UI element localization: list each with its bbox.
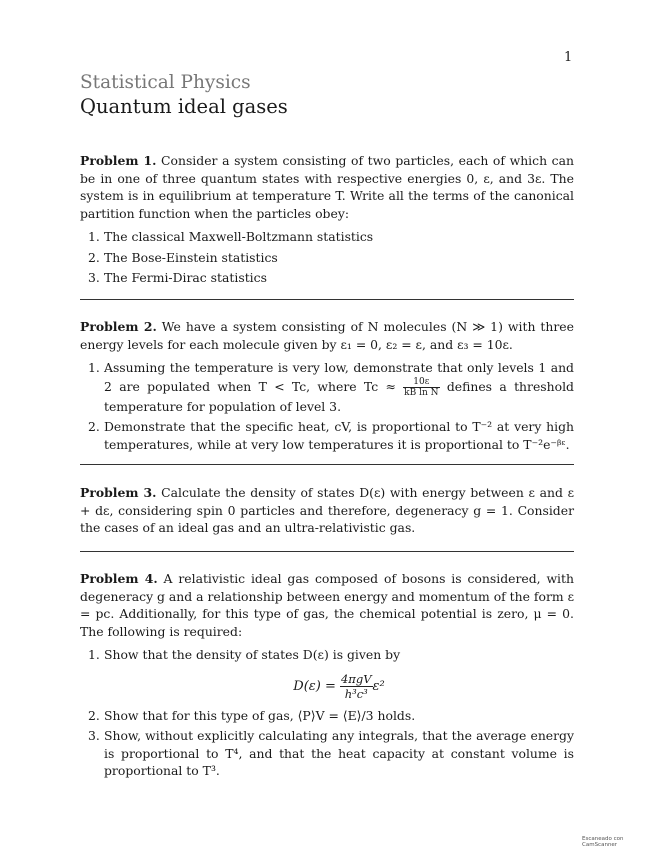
problem-4-text: A relativistic ideal gas composed of bosons is considered, with degeneracy g and a relationship between energy and momentum of the form ε = pc. Additionally, for this type of gas, the chemical potential is zero, μ = 0. The following is required: — [80, 571, 574, 639]
list-item-text: Show that for this type of gas, ⟨P⟩V = ⟨E⟩/3 holds. — [104, 707, 416, 723]
problem-1 — [80, 152, 574, 290]
list-number: 1. — [88, 360, 100, 375]
divider — [80, 464, 574, 465]
list-item-text: Assuming the temperature is very low, demonstrate that only levels 1 and 2 are populated when T < Tc, where Tc ≈ — [104, 360, 574, 394]
fraction-denominator: h³c³ — [344, 686, 368, 701]
problem-4-label: Problem 4. — [80, 571, 158, 586]
problem-3-label: Problem 3. — [80, 485, 157, 500]
equation-fraction — [340, 672, 373, 701]
list-item-text: Show, without explicitly calculating any integrals, that the average energy is proportional to T⁴, and that the heat capacity at constant volume is proportional to T³. — [104, 728, 574, 778]
problem-2-list — [80, 359, 574, 453]
problem-1-text: Consider a system consisting of two particles, each of which can be in one of three quantum states with respective energies 0, ε, and 3ε. The system is in equilibrium at temperature T. Write all the terms of the canonical partition function when the particles obey: — [80, 153, 574, 221]
problem-4-statement — [80, 570, 574, 640]
divider — [80, 299, 574, 300]
fraction-denominator: kB ln N — [404, 387, 439, 398]
problem-3-text: Calculate the density of states D(ε) with energy between ε and ε + dε, considering spin 0 particles and therefore, degeneracy g = 1. Consider the cases of an ideal gas and an ultra-relativistic gas. — [80, 485, 574, 535]
list-item-text: Show that the density of states D(ε) is given by — [104, 647, 401, 662]
list-item-text: The classical Maxwell-Boltzmann statistics — [104, 229, 374, 244]
list-item — [80, 269, 574, 287]
fraction-numerator: 4πgV — [340, 671, 372, 686]
problem-2-label: Problem 2. — [80, 319, 157, 334]
problem-2-statement — [80, 318, 574, 353]
course-heading: Statistical Physics — [80, 72, 251, 93]
problem-1-statement — [80, 152, 574, 222]
fraction-numerator: 10ε — [403, 377, 439, 388]
problem-2 — [80, 318, 574, 456]
density-of-states-equation — [104, 672, 574, 701]
equation-lhs: D(ε) = — [293, 678, 336, 694]
problem-2-text: We have a system consisting of N molecules (N ≫ 1) with three energy levels for each molecule given by ε₁ = 0, ε₂ = ε, and ε₃ = 10ε. — [80, 319, 574, 352]
list-item-text: defines a threshold temperature for population of level 3. — [104, 378, 574, 414]
page-title: Quantum ideal gases — [80, 95, 288, 118]
problem-1-list — [80, 228, 574, 287]
scanner-watermark: Escaneado con CamScanner — [582, 836, 624, 848]
list-item-text: The Bose-Einstein statistics — [104, 249, 278, 265]
list-item-text: Demonstrate that the specific heat, cV, is proportional to T⁻² at very high temperatures, while at very low temperatures it is proportional to T⁻²e⁻ᵝᵋ. — [104, 419, 574, 452]
list-item — [80, 249, 574, 267]
problem-4 — [80, 570, 574, 783]
problem-3-statement — [80, 484, 574, 537]
list-item — [80, 359, 574, 415]
list-number: 1. — [88, 229, 100, 244]
list-item — [80, 418, 574, 453]
list-item — [80, 228, 574, 246]
divider — [80, 551, 574, 552]
list-number: 3. — [88, 270, 100, 285]
list-number: 1. — [88, 647, 100, 662]
threshold-fraction — [403, 377, 439, 398]
problem-1-label: Problem 1. — [80, 153, 157, 168]
list-item-text: The Fermi-Dirac statistics — [104, 270, 267, 285]
page-number: 1 — [564, 50, 573, 65]
list-item — [80, 646, 574, 701]
problem-4-list — [80, 646, 574, 780]
list-number: 2. — [88, 249, 100, 265]
list-item — [80, 707, 574, 725]
list-number: 2. — [88, 707, 100, 723]
list-number: 2. — [88, 419, 100, 434]
list-number: 3. — [88, 728, 100, 743]
problem-3 — [80, 484, 574, 537]
equation-rhs: ε² — [372, 678, 385, 694]
list-item — [80, 727, 574, 780]
